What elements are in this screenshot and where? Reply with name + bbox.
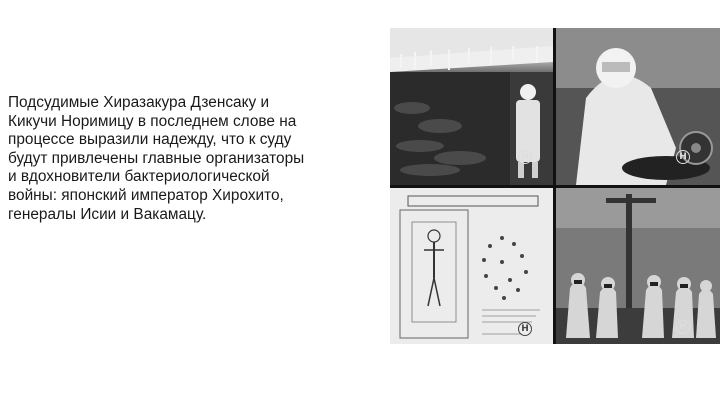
photo-outdoor-figure [390, 28, 553, 185]
slide-body-text: Подсудимые Хиразакура Дзенсаку и Кикучи Норимицу в последнем слове на процессе выразили надежду, что к суду будут привлечены главные организаторы и вдохновители бактериологической войны: японский император Хирохито, генералы Исии и Вакамацу. [8, 94, 305, 223]
watermark-h-icon: H [518, 150, 532, 164]
photo-diagram-document-drawing [390, 188, 553, 344]
photo-lab-worker-drawing [556, 28, 720, 185]
photo-lab-worker [556, 28, 720, 185]
photo-group-protective-suits [556, 188, 720, 344]
watermark-h-icon: H [676, 150, 690, 164]
photo-diagram-document [390, 188, 553, 344]
watermark-h-icon: H [676, 320, 690, 334]
photo-collage [390, 28, 720, 344]
watermark-h-icon: H [518, 322, 532, 336]
photo-group-protective-suits-drawing [556, 188, 720, 344]
